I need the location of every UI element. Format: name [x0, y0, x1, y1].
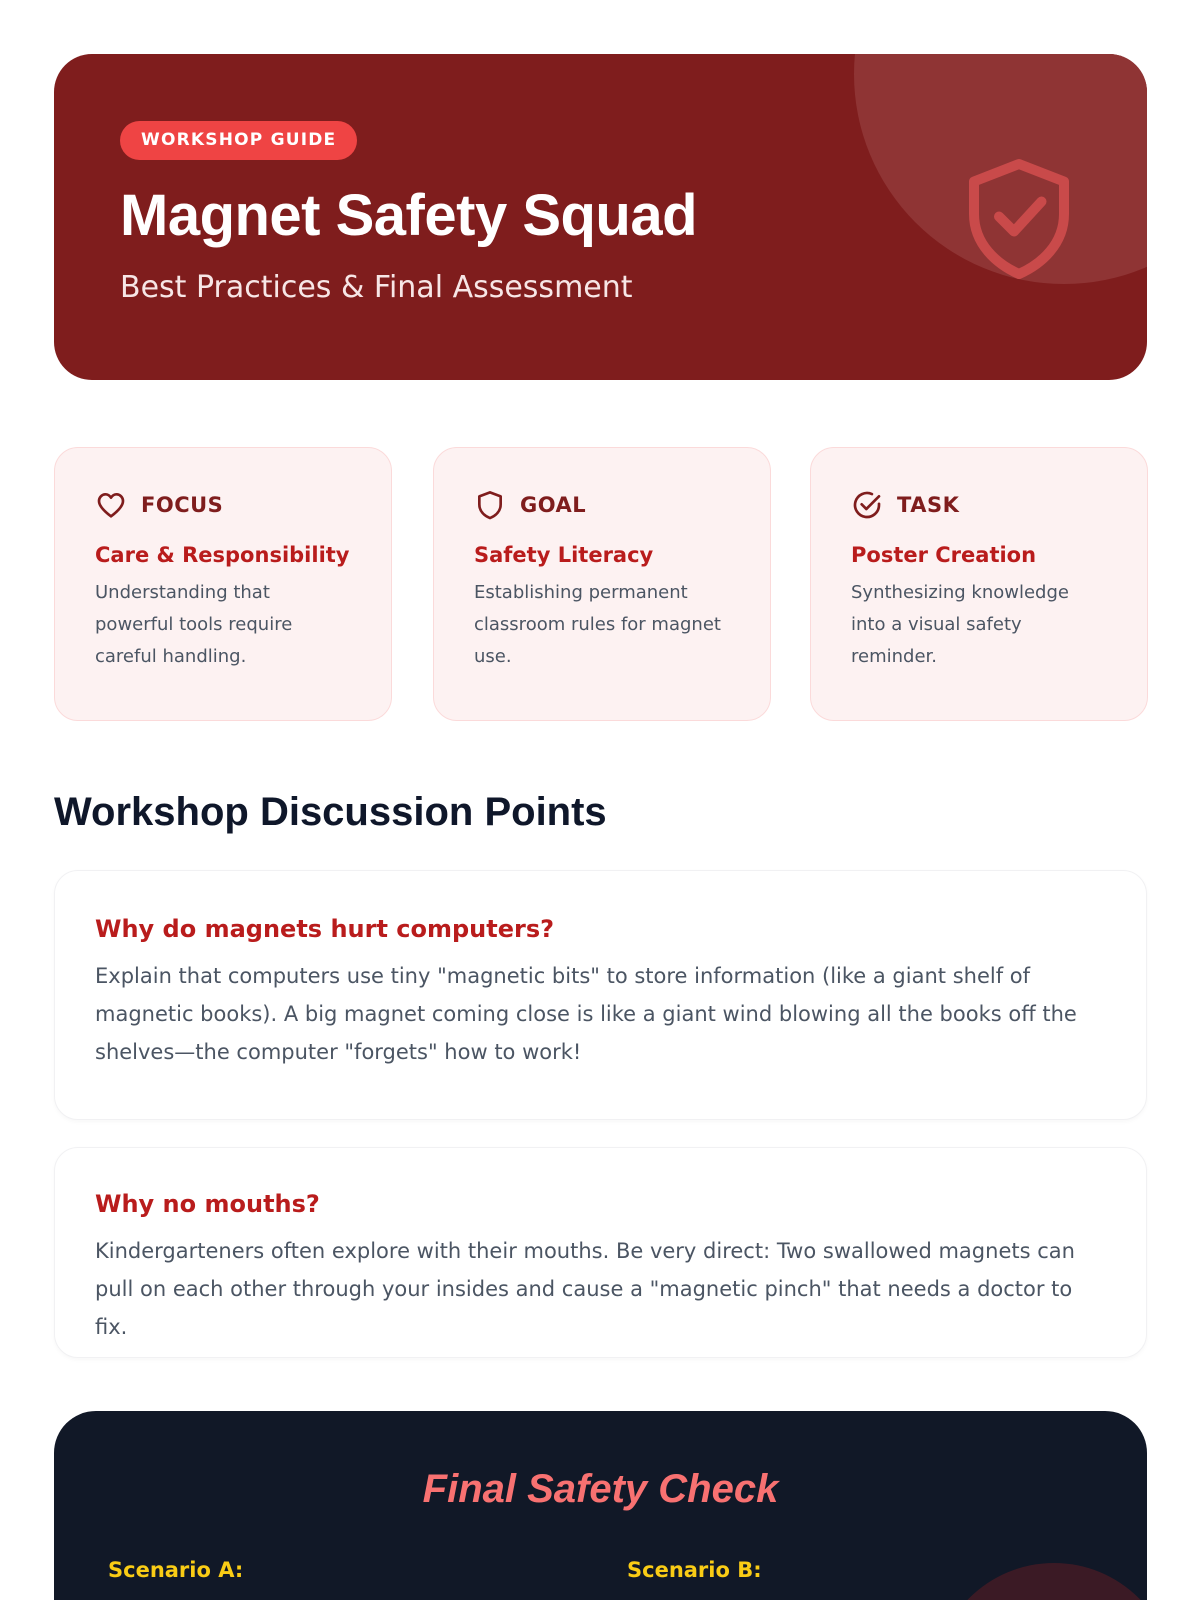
- card-description: Establishing permanent classroom rules for magnet use.: [474, 582, 721, 667]
- shield-icon: [474, 489, 506, 521]
- goal-card: [433, 447, 771, 721]
- discussion-question: Why no mouths?: [95, 1190, 320, 1218]
- card-label: GOAL: [520, 493, 587, 517]
- focus-card: [54, 447, 392, 721]
- page-subtitle: Best Practices & Final Assessment: [120, 270, 633, 305]
- card-label: FOCUS: [141, 493, 224, 517]
- hero-banner: [54, 54, 1147, 380]
- task-card: [810, 447, 1148, 721]
- section-heading: Workshop Discussion Points: [54, 790, 607, 834]
- discussion-answer: Explain that computers use tiny "magnetic bits" to store information (like a giant shelf of magnetic books). A big magnet coming close is like a giant wind blowing all the books off the shelves—the computer "forgets" how to work!: [95, 964, 1077, 1064]
- card-description: Synthesizing knowledge into a visual safety reminder.: [851, 582, 1069, 667]
- check-circle-icon: [851, 489, 883, 521]
- final-check-title: Final Safety Check: [422, 1467, 779, 1511]
- discussion-answer: Kindergarteners often explore with their mouths. Be very direct: Two swallowed magnets can pull on each other through your insides and cause a "magnetic pinch" that needs a doctor to fix.: [95, 1239, 1075, 1339]
- card-title: Safety Literacy: [474, 543, 654, 567]
- card-title: Poster Creation: [851, 543, 1037, 567]
- discussion-point: [54, 870, 1147, 1120]
- discussion-question: Why do magnets hurt computers?: [95, 915, 555, 943]
- card-description: Understanding that powerful tools require careful handling.: [95, 582, 293, 667]
- shield-check-icon: [959, 154, 1079, 284]
- card-title: Care & Responsibility: [95, 543, 350, 567]
- page-title: Magnet Safety Squad: [120, 183, 698, 248]
- card-label: TASK: [897, 493, 960, 517]
- workshop-guide-badge: WORKSHOP GUIDE: [120, 121, 357, 160]
- discussion-point: [54, 1147, 1147, 1358]
- final-decor-circle: [934, 1563, 1147, 1600]
- heart-icon: [95, 489, 127, 521]
- scenario-a-label: Scenario A:: [108, 1558, 244, 1582]
- scenario-b-label: Scenario B:: [627, 1558, 762, 1582]
- final-safety-check: [54, 1411, 1147, 1600]
